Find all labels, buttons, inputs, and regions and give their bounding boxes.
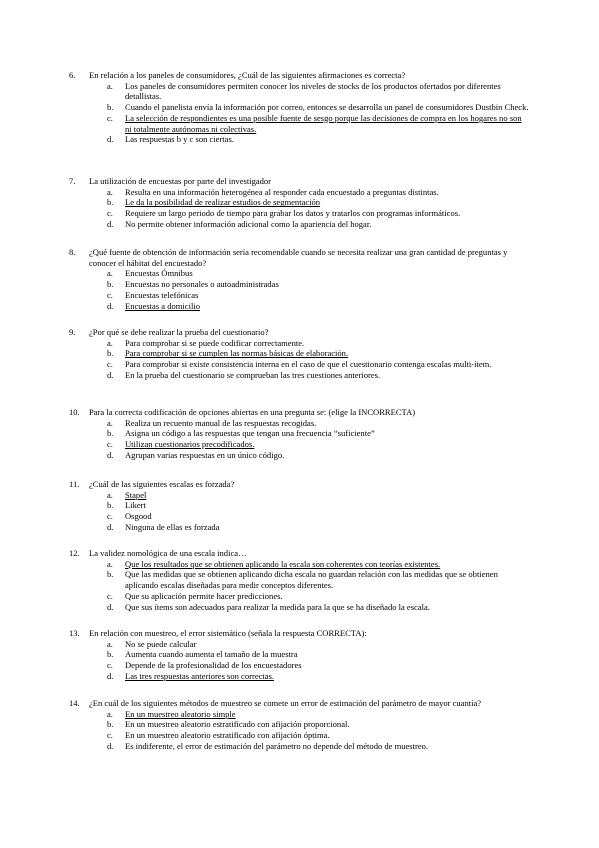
option-text: Resulta en una información heterogénea al responder cada encuestado a preguntas distintas. <box>125 186 439 197</box>
question-header <box>69 247 529 268</box>
option-text: Para comprobar si existe consistencia interna en el caso de que el cuestionario contenga escalas multi-ítem. <box>125 359 492 370</box>
answer-option <box>107 559 529 570</box>
option-letter: d. <box>107 449 114 460</box>
option-letter: b. <box>107 348 114 359</box>
answer-option <box>107 741 529 752</box>
option-text: Asigna un código a las respuestas que tengan una frecuencia “suficiente” <box>125 428 375 439</box>
option-letter: b. <box>107 197 114 208</box>
option-text: Para comprobar si se puede codificar correctamente. <box>125 337 305 348</box>
answer-option <box>107 660 529 671</box>
option-text: Encuestas Ómnibus <box>125 268 193 279</box>
option-letter: a. <box>107 186 113 197</box>
option-text: No permite obtener información adicional como la apariencia del hogar. <box>125 218 372 229</box>
option-text: Cuando el panelista envía la información por correo, entonces se desarrolla un panel de consumidores Dustbin Check. <box>125 102 529 113</box>
option-text: En un muestreo aleatorio estratificado con afijación proporcional. <box>125 719 350 730</box>
answer-option <box>107 359 529 370</box>
option-text: Aumenta cuando aumenta el tamaño de la muestra <box>125 649 298 660</box>
option-letter: d. <box>107 218 114 229</box>
question-header <box>69 70 529 81</box>
question-8 <box>69 247 529 311</box>
question-number: 12. <box>69 548 80 558</box>
answer-option <box>107 500 529 511</box>
question-text: ¿Por qué se debe realizar la prueba del cuestionario? <box>89 327 269 337</box>
option-letter: c. <box>107 590 113 601</box>
answer-option <box>107 428 529 439</box>
option-letter: b. <box>107 279 114 290</box>
option-text: Ninguna de ellas es forzada <box>125 521 220 532</box>
question-number: 11. <box>69 479 80 489</box>
question-number: 10. <box>69 407 80 417</box>
question-header <box>69 628 529 639</box>
question-11 <box>69 479 529 533</box>
option-letter: c. <box>107 289 113 300</box>
answer-option <box>107 102 529 113</box>
option-letter: d. <box>107 300 114 311</box>
option-text-marked-answer: Encuestas a domicilio <box>125 300 201 311</box>
option-letter: b. <box>107 500 114 511</box>
answer-option <box>107 490 529 501</box>
option-letter: b. <box>107 569 114 580</box>
question-text: ¿Cuál de las siguientes escalas es forzada? <box>89 479 235 489</box>
question-header <box>69 698 529 709</box>
answer-option <box>107 418 529 429</box>
question-10 <box>69 407 529 461</box>
option-letter: a. <box>107 417 113 428</box>
option-text-marked-answer: En un muestreo aleatorio simple <box>125 708 236 719</box>
question-number: 6. <box>69 70 76 80</box>
answer-option <box>107 134 529 145</box>
answer-option <box>107 370 529 381</box>
option-text-marked-answer: Stapel <box>125 489 147 500</box>
option-letter: a. <box>107 337 113 348</box>
question-header <box>69 407 529 418</box>
answer-option <box>107 290 529 301</box>
option-letter: a. <box>107 489 113 500</box>
answer-option <box>107 639 529 650</box>
question-14 <box>69 698 529 752</box>
answer-option <box>107 649 529 660</box>
option-letter: c. <box>107 730 113 741</box>
question-7 <box>69 176 529 230</box>
option-letter: a. <box>107 80 113 91</box>
option-letter: d. <box>107 601 114 612</box>
option-letter: d. <box>107 521 114 532</box>
answer-option <box>107 187 529 198</box>
option-letter: d. <box>107 134 114 145</box>
option-letter: a. <box>107 708 113 719</box>
option-letter: d. <box>107 670 114 681</box>
answer-option <box>107 208 529 219</box>
option-text-marked-answer: La selección de respondientes es una posible fuente de sesgo porque las decisiones de compra en los hogares no son ni totalmente autónomas ni colectivas. <box>125 112 522 134</box>
question-text: La validez nomológica de una escala indica… <box>89 548 247 558</box>
answer-option <box>107 591 529 602</box>
option-letter: a. <box>107 638 113 649</box>
option-letter: c. <box>107 660 113 671</box>
option-letter: c. <box>107 439 113 450</box>
option-text: En la prueba del cuestionario se comprueban las tres cuestiones anteriores. <box>125 369 381 380</box>
option-text: Es indiferente, el error de estimación del parámetro no depende del método de muestreo. <box>125 740 429 751</box>
answer-option <box>107 113 529 134</box>
question-text: La utilización de encuestas por parte del investigador <box>89 176 272 186</box>
answer-option <box>107 348 529 359</box>
answer-option <box>107 450 529 461</box>
answer-option <box>107 511 529 522</box>
option-text: Que sus ítems son adecuados para realizar la medida para la que se ha diseñado la escala. <box>125 601 430 612</box>
question-number: 13. <box>69 628 80 638</box>
question-header <box>69 176 529 187</box>
question-number: 9. <box>69 327 76 337</box>
answer-option <box>107 81 529 102</box>
option-text-marked-answer: Que los resultados que se obtienen aplicando la escala son coherentes con teorías existentes. <box>125 558 441 569</box>
question-text: En relación con muestreo, el error sistemático (señala la respuesta CORRECTA): <box>89 628 367 638</box>
question-text: ¿En cuál de los siguientes métodos de muestreo se comete un error de estimación del parámetro de mayor cuantía? <box>89 698 482 708</box>
question-6 <box>69 70 529 145</box>
question-text: ¿Qué fuente de obtención de información sería recomendable cuando se necesita realizar una gran cantidad de preguntas y conocer el hábitat del encuestado? <box>89 247 508 268</box>
answer-option <box>107 569 529 590</box>
answer-option <box>107 602 529 613</box>
option-text-marked-answer: Utilizan cuestionarios precodificados. <box>125 439 255 450</box>
option-text-marked-answer: Para comprobar si se cumplen las normas básicas de elaboración. <box>125 348 349 359</box>
question-13 <box>69 628 529 682</box>
question-header <box>69 327 529 338</box>
option-text: Likert <box>125 500 146 511</box>
answer-option <box>107 719 529 730</box>
option-text-marked-answer: Las tres respuestas anteriores son correctas. <box>125 670 275 681</box>
question-12 <box>69 548 529 612</box>
question-text: En relación a los paneles de consumidores, ¿Cuál de las siguientes afirmaciones es correcta? <box>89 70 406 80</box>
option-text-marked-answer: Le da la posibilidad de realizar estudios de segmentación <box>125 197 321 208</box>
question-text: Para la correcta codificación de opciones abiertas en una pregunta se: (elige la INCORRECTA) <box>89 407 416 417</box>
answer-option <box>107 268 529 279</box>
option-letter: b. <box>107 102 114 113</box>
option-text: Agrupan varias respuestas en un único código. <box>125 449 285 460</box>
option-letter: c. <box>107 359 113 370</box>
option-text: Que su aplicación permite hacer predicciones. <box>125 590 283 601</box>
option-letter: c. <box>107 511 113 522</box>
option-text: Realiza un recuento manual de las respuestas recogidas. <box>125 417 317 428</box>
question-number: 14. <box>69 698 80 708</box>
option-text: No se puede calcular <box>125 638 197 649</box>
option-text: En un muestreo aleatorio estratificado con afijación óptima. <box>125 730 330 741</box>
option-text: Osgood <box>125 511 152 522</box>
answer-option <box>107 197 529 208</box>
question-header <box>69 548 529 559</box>
option-text: Las respuestas b y c son ciertas. <box>125 134 234 145</box>
answer-option <box>107 279 529 290</box>
answer-option <box>107 671 529 682</box>
option-letter: d. <box>107 740 114 751</box>
option-text: Los paneles de consumidores permiten conocer los niveles de stocks de los productos ofertados por diferentes detallistas. <box>125 80 501 102</box>
answer-option <box>107 219 529 230</box>
option-text: Requiere un largo periodo de tiempo para grabar los datos y tratarlos con programas informáticos. <box>125 208 461 219</box>
answer-option <box>107 522 529 533</box>
option-text: Encuestas telefónicas <box>125 289 199 300</box>
answer-option <box>107 439 529 450</box>
question-number: 7. <box>69 176 76 186</box>
answer-option <box>107 301 529 312</box>
question-header <box>69 479 529 490</box>
answer-option <box>107 338 529 349</box>
option-text: Encuestas no personales o autoadministradas <box>125 279 279 290</box>
option-letter: b. <box>107 719 114 730</box>
answer-option <box>107 730 529 741</box>
option-letter: a. <box>107 558 113 569</box>
question-9 <box>69 327 529 381</box>
option-text: Que las medidas que se obtienen aplicando dicha escala no guardan relación con las medidas que se obtienen aplicando escalas diseñadas para medir conceptos diferentes. <box>125 569 498 591</box>
question-number: 8. <box>69 247 76 257</box>
option-letter: b. <box>107 649 114 660</box>
option-letter: c. <box>107 112 113 123</box>
option-text: Depende de la profesionalidad de los encuestadores <box>125 660 302 671</box>
option-letter: a. <box>107 268 113 279</box>
option-letter: c. <box>107 208 113 219</box>
option-letter: b. <box>107 428 114 439</box>
answer-option <box>107 709 529 720</box>
option-letter: d. <box>107 369 114 380</box>
